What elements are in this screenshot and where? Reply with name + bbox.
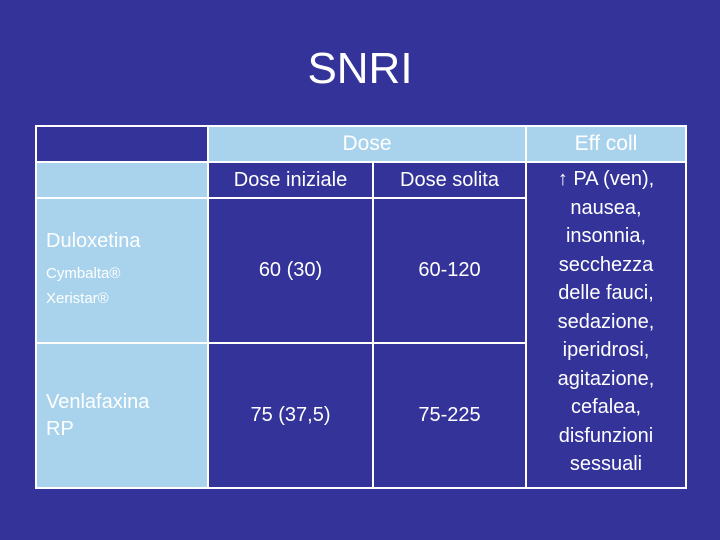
dose-initial-header: Dose iniziale [208,162,373,198]
side-effect-line: sessuali [569,453,643,475]
side-effect-line: secchezza [558,253,654,276]
drug-cell-duloxetina [36,198,208,343]
side-effect-line: insonnia, [565,225,647,247]
side-effect-line: disfunzioni [558,424,654,447]
side-effect-line: ↑ PA (ven), [557,168,655,190]
drug-name: Duloxetina [46,230,141,252]
drug-cell-venlafaxina [36,343,208,488]
drug-name-line: RP [46,417,74,440]
drug-name-line: Venlafaxina [46,390,150,413]
side-effect-line: cefalea, [570,396,642,418]
brand-name: Cymbalta® [46,265,121,282]
dose-usual-cell: 75-225 [373,343,526,488]
dose-header: Dose [208,126,526,162]
dose-initial-cell: 75 (37,5) [208,343,373,488]
slide-title: SNRI [307,44,413,93]
snri-table [35,125,687,489]
side-effects-cell [526,162,686,488]
dose-usual-header: Dose solita [373,162,526,198]
side-effect-line: delle fauci, [558,282,654,304]
header-empty-cell [36,126,208,162]
side-effect-line: sedazione, [557,310,655,333]
side-effect-line: nausea, [570,196,642,219]
brand-name: Xeristar® [46,290,109,307]
side-effect-line: iperidrosi, [562,339,650,361]
dose-initial-cell: 60 (30) [208,198,373,343]
side-effect-line: agitazione, [557,367,655,390]
dose-usual-cell: 60-120 [373,198,526,343]
subheader-empty-cell [36,162,208,198]
side-effects-header: Eff coll [526,126,686,162]
